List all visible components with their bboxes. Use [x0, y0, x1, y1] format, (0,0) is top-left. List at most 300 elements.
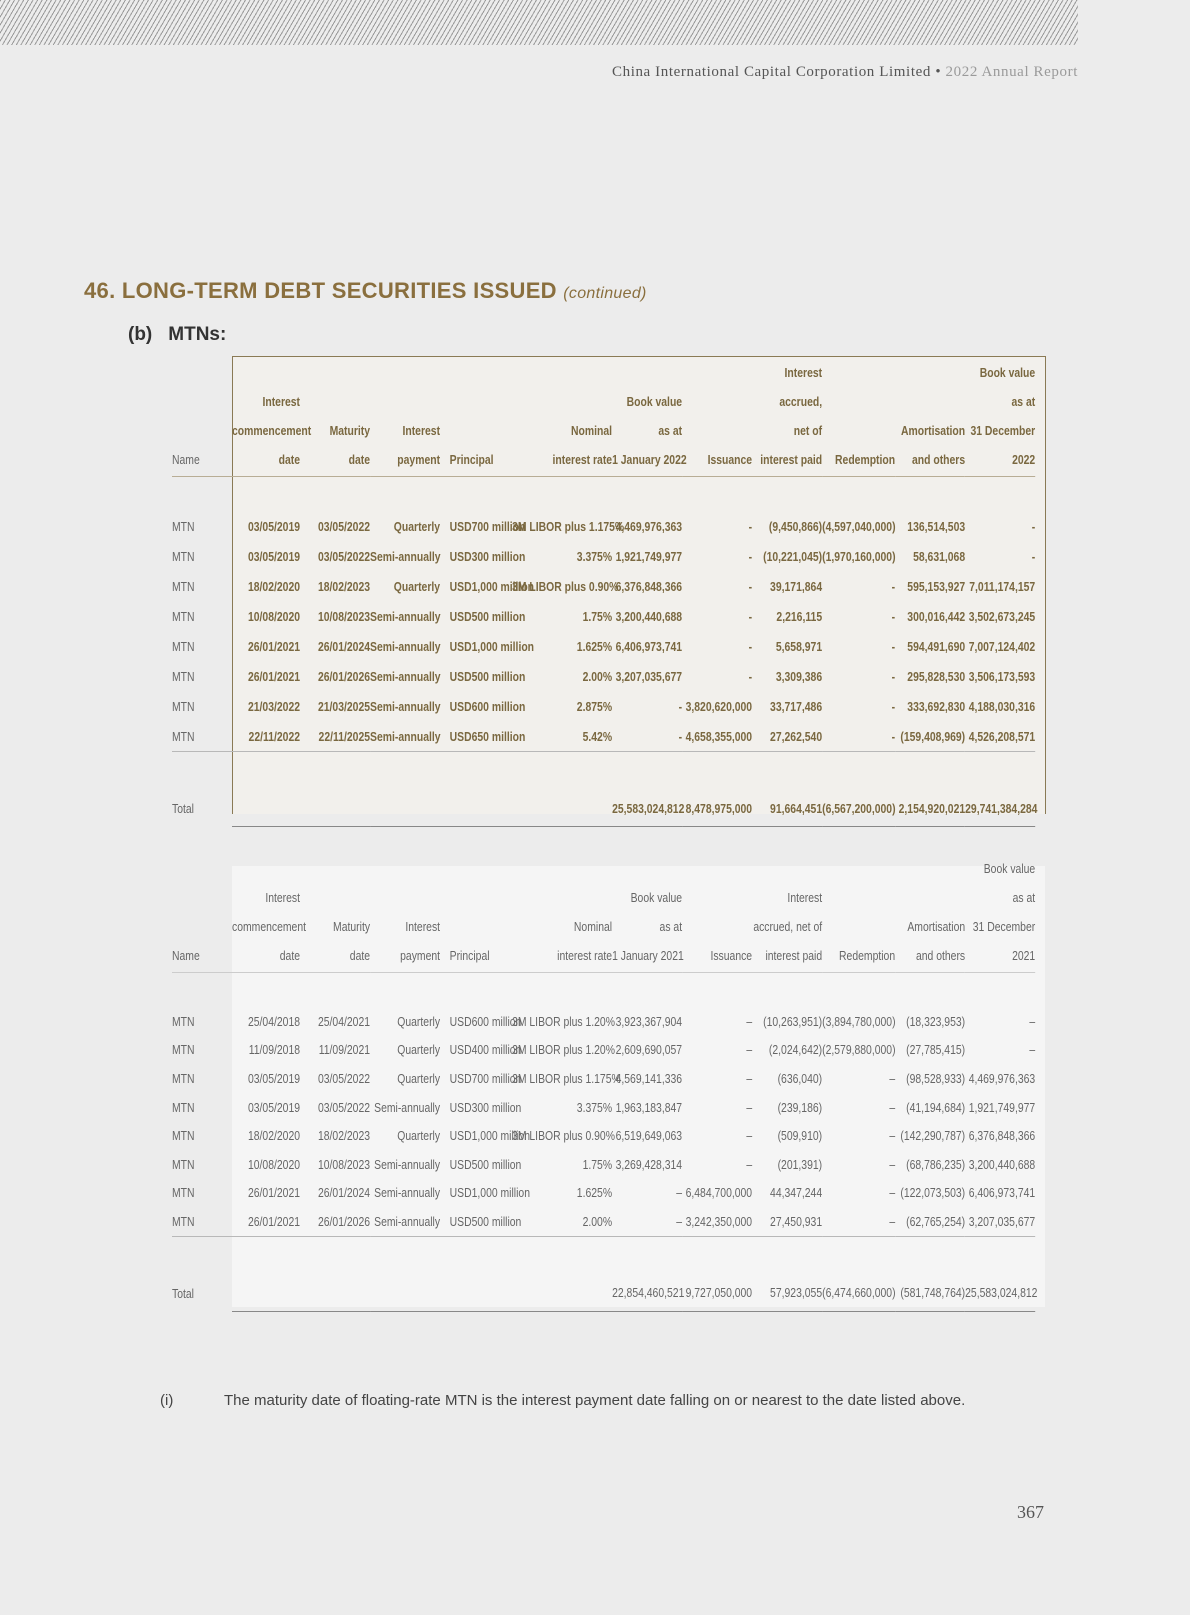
total-closing-book-value: 25,583,024,812 [965, 1275, 1035, 1312]
cell-closing-book-value: 3,207,035,677 [965, 1207, 1035, 1236]
cell-closing-book-value: 4,526,208,571 [965, 721, 1035, 752]
header-line: Nominal [571, 423, 613, 438]
cell-opening-book-value: 6,376,848,366 [615, 578, 683, 594]
spacer-row [172, 1236, 1035, 1275]
spacer-cell [440, 477, 512, 512]
cell-redemption: (2,579,880,000) [822, 1042, 896, 1058]
column-header-nominal-interest-rate [512, 854, 612, 973]
total-opening-book-value: 22,854,460,521 [612, 1275, 682, 1312]
cell-amortisation: (68,786,235) [906, 1156, 966, 1172]
cell-amortisation: (142,290,787) [900, 1128, 966, 1144]
bullet: • [935, 64, 942, 80]
header-line: as at [1011, 394, 1036, 409]
total-maturity-date [300, 790, 370, 827]
cell-interest-accrued: 2,216,115 [776, 608, 823, 624]
cell-name: MTN [172, 1156, 195, 1172]
cell-nominal-interest-rate: 2.875% [576, 698, 613, 714]
spacer-cell [682, 477, 752, 512]
header-line: Interest [787, 890, 823, 905]
cell-nominal-interest-rate: 3.375% [576, 1099, 613, 1115]
spacer-cell [895, 477, 965, 512]
cell-name: MTN [172, 1128, 195, 1144]
total-nominal-interest-rate [512, 790, 612, 827]
cell-commencement-date: 26/01/2021 [247, 1185, 301, 1201]
spacer-cell [965, 477, 1035, 512]
total-interest-payment [370, 790, 440, 827]
cell-issuance: - [748, 638, 753, 654]
cell-amortisation: 300,016,442 [907, 608, 966, 624]
cell-interest-payment: Semi-annually [370, 1207, 440, 1236]
cell-commencement-date: 11/09/2018 [248, 1042, 301, 1058]
total-name: Total [172, 1285, 194, 1301]
cell-issuance: - [748, 668, 753, 684]
spacer-cell [172, 752, 232, 791]
cell-nominal-interest-rate: 3M LIBOR plus 0.90% [512, 578, 619, 594]
cell-interest-payment: Quarterly [393, 578, 441, 594]
cell-name: MTN [172, 518, 195, 534]
column-header-closing-book-value [965, 358, 1035, 477]
header-line: as at [659, 919, 683, 934]
cell-redemption: – [889, 1185, 896, 1201]
cell-principal: USD1,000 million [449, 1185, 530, 1201]
column-header-principal [440, 358, 512, 477]
spacer-cell [895, 973, 965, 1008]
spacer-cell [822, 752, 895, 791]
spacer-cell [440, 1236, 512, 1275]
cell-interest-accrued: (9,450,866) [768, 518, 823, 534]
total-principal [440, 1275, 512, 1312]
cell-maturity-date: 11/09/2021 [318, 1042, 371, 1058]
spacer-cell [682, 752, 752, 791]
column-header-commencement-date [232, 854, 306, 973]
cell-nominal-interest-rate: 3M LIBOR plus 1.20% [512, 1042, 615, 1058]
header-line: interest rate [557, 948, 613, 963]
cell-commencement-date: 25/04/2018 [247, 1013, 301, 1029]
spacer-cell [232, 1236, 300, 1275]
total-maturity-date [300, 1275, 370, 1312]
table-row [172, 601, 1035, 631]
table-row [172, 1036, 1035, 1065]
spacer-cell [822, 1236, 895, 1275]
cell-amortisation: 333,692,830 [907, 698, 966, 714]
header-line: Redemption [835, 452, 896, 467]
cell-principal: USD1,000 million [449, 1128, 530, 1144]
column-header-redemption [822, 854, 895, 973]
cell-redemption: - [891, 698, 896, 714]
cell-nominal-interest-rate: 3.375% [576, 548, 613, 564]
header-line: Book value [630, 890, 683, 905]
cell-closing-book-value: – [1029, 1042, 1036, 1058]
header-line: date [279, 948, 301, 963]
cell-issuance: – [746, 1128, 753, 1144]
cell-amortisation: (159,408,969) [895, 721, 965, 752]
header-line: Book value [979, 365, 1036, 380]
cell-redemption: – [889, 1070, 896, 1086]
spacer-row [172, 477, 1035, 512]
cell-interest-accrued: (10,221,045) [763, 548, 823, 564]
cell-nominal-interest-rate: 2.00% [582, 668, 613, 684]
spacer-cell [370, 1236, 440, 1275]
mtn-table-2022 [172, 358, 1038, 827]
cell-principal: USD500 million [449, 608, 526, 624]
cell-maturity-date: 10/08/2023 [317, 1156, 371, 1172]
header-line: Name [172, 452, 200, 467]
spacer-cell [172, 973, 232, 1008]
spacer-cell [512, 973, 612, 1008]
column-header-principal [440, 854, 512, 973]
table-row [172, 691, 1035, 721]
cell-interest-payment: Quarterly [397, 1070, 441, 1086]
cell-interest-accrued: (201,391) [777, 1156, 823, 1172]
header-line: 1 January 2022 [612, 452, 687, 467]
cell-interest-accrued: (239,186) [777, 1099, 823, 1115]
total-row [172, 790, 1035, 827]
spacer-cell [612, 752, 682, 791]
cell-nominal-interest-rate: 5.42% [512, 721, 612, 752]
column-header-interest-accrued [752, 854, 822, 973]
cell-opening-book-value: 6,406,973,741 [615, 638, 683, 654]
table-row [172, 1150, 1035, 1179]
header-line: date [348, 452, 371, 467]
cell-redemption: - [891, 668, 896, 684]
cell-nominal-interest-rate: 1.625% [576, 1185, 613, 1201]
table-row [172, 511, 1035, 541]
cell-nominal-interest-rate: 1.625% [576, 638, 613, 654]
header-line: payment [400, 948, 441, 963]
cell-redemption: - [891, 638, 896, 654]
cell-opening-book-value: - [678, 698, 683, 714]
header-line: net of [793, 423, 823, 438]
cell-commencement-date: 18/02/2020 [247, 1128, 301, 1144]
cell-interest-payment: Semi-annually [370, 668, 441, 684]
total-closing-book-value: 29,741,384,284 [965, 790, 1035, 827]
cell-principal: USD300 million [449, 548, 526, 564]
subsection-title [128, 324, 242, 346]
spacer-cell [172, 1236, 232, 1275]
header-line: Interest [262, 394, 301, 409]
column-header-interest-payment [370, 854, 440, 973]
cell-maturity-date: 03/05/2022 [317, 1070, 371, 1086]
cell-name: MTN [172, 1207, 232, 1236]
header-line: 31 December [970, 423, 1036, 438]
cell-amortisation: 136,514,503 [907, 518, 966, 534]
table-row [172, 1179, 1035, 1208]
cell-issuance: – [746, 1156, 753, 1172]
spacer-cell [172, 477, 232, 512]
header-line: Redemption [839, 948, 896, 963]
cell-principal: USD500 million [449, 668, 526, 684]
total-amortisation: (581,748,764) [895, 1275, 965, 1312]
spacer-cell [232, 752, 300, 791]
total-row [172, 1275, 1035, 1312]
column-header-amortisation [895, 358, 965, 477]
cell-redemption: - [891, 608, 896, 624]
header-line: Interest [402, 423, 441, 438]
total-commencement-date [232, 790, 300, 827]
spacer-cell [370, 752, 440, 791]
cell-closing-book-value: 4,469,976,363 [968, 1070, 1036, 1086]
footnote-label: (i) [160, 1392, 174, 1409]
cell-issuance: – [746, 1013, 753, 1029]
header-line: Issuance [707, 452, 753, 467]
cell-closing-book-value: 1,921,749,977 [968, 1099, 1036, 1115]
cell-redemption: (3,894,780,000) [822, 1013, 896, 1029]
cell-name: MTN [172, 668, 195, 684]
cell-redemption: (4,597,040,000) [822, 518, 896, 534]
header-line: interest rate [552, 452, 613, 467]
cell-interest-payment: Semi-annually [370, 698, 441, 714]
cell-closing-book-value: 3,200,440,688 [968, 1156, 1036, 1172]
header-line: date [349, 948, 371, 963]
table-row [172, 1064, 1035, 1093]
cell-name: MTN [172, 548, 195, 564]
header-line: as at [1012, 890, 1036, 905]
cell-amortisation: 594,491,690 [907, 638, 966, 654]
cell-maturity-date: 26/01/2026 [300, 1207, 370, 1236]
cell-interest-accrued: 33,717,486 [770, 698, 823, 714]
cell-commencement-date: 26/01/2021 [247, 638, 301, 654]
header-line: as at [658, 423, 683, 438]
spacer-cell [752, 973, 822, 1008]
cell-interest-accrued: 27,450,931 [752, 1207, 822, 1236]
header-line: Maturity [329, 423, 371, 438]
cell-maturity-date: 03/05/2022 [317, 548, 371, 564]
cell-name: MTN [172, 698, 195, 714]
section-heading: LONG-TERM DEBT SECURITIES ISSUED [121, 278, 557, 303]
header-row [172, 358, 1035, 477]
spacer-cell [370, 477, 440, 512]
cell-interest-payment: Semi-annually [374, 1099, 441, 1115]
cell-maturity-date: 21/03/2025 [317, 698, 371, 714]
spacer-cell [232, 477, 300, 512]
header-line: accrued, net of [753, 919, 823, 934]
cell-amortisation: 595,153,927 [907, 578, 966, 594]
cell-principal: USD400 million [449, 1042, 522, 1058]
cell-principal: USD500 million [440, 1207, 512, 1236]
table-row [172, 661, 1035, 691]
cell-redemption: – [889, 1099, 896, 1115]
cell-issuance: - [748, 578, 753, 594]
mtn-table-2021 [172, 854, 1038, 1312]
cell-commencement-date: 18/02/2020 [247, 578, 301, 594]
header-line: Issuance [710, 948, 753, 963]
column-header-name [172, 358, 232, 477]
cell-closing-book-value: 3,502,673,245 [968, 608, 1036, 624]
cell-closing-book-value: 3,506,173,593 [968, 668, 1036, 684]
cell-principal: USD600 million [449, 698, 526, 714]
spacer-cell [612, 973, 682, 1008]
total-name: Total [172, 800, 194, 816]
spacer-cell [965, 973, 1035, 1008]
subsection-heading: MTNs: [168, 324, 227, 345]
total-interest-accrued: 57,923,055 [752, 1275, 822, 1312]
column-header-maturity-date [300, 854, 370, 973]
cell-name: MTN [172, 638, 195, 654]
cell-interest-payment: Semi-annually [374, 1185, 441, 1201]
cell-issuance: - [748, 518, 753, 534]
cell-interest-accrued: 5,658,971 [775, 638, 823, 654]
spacer-cell [682, 1236, 752, 1275]
subsection-label: (b) [128, 324, 153, 345]
header-line: 2021 [1012, 948, 1036, 963]
cell-amortisation: (122,073,503) [900, 1185, 966, 1201]
cell-principal: USD1,000 million [449, 578, 535, 594]
decorative-hatch-band [0, 0, 1078, 45]
section-number: 46. [84, 278, 116, 303]
column-header-maturity-date [300, 358, 370, 477]
spacer-cell [512, 1236, 612, 1275]
spacer-cell [895, 752, 965, 791]
cell-principal: USD650 million [440, 721, 512, 752]
table-row [172, 571, 1035, 601]
total-commencement-date [232, 1275, 300, 1312]
header-line: interest paid [765, 948, 823, 963]
cell-maturity-date: 26/01/2024 [317, 1185, 371, 1201]
running-header [612, 64, 1078, 81]
cell-opening-book-value: 4,569,141,336 [615, 1070, 683, 1086]
spacer-cell [682, 973, 752, 1008]
cell-closing-book-value: – [1029, 1013, 1036, 1029]
cell-maturity-date: 10/08/2023 [317, 608, 371, 624]
cell-maturity-date: 18/02/2023 [317, 578, 371, 594]
column-header-amortisation [895, 854, 965, 973]
cell-amortisation: (27,785,415) [906, 1042, 966, 1058]
header-line: Name [172, 948, 200, 963]
spacer-cell [822, 973, 895, 1008]
cell-opening-book-value: - [612, 721, 682, 752]
cell-closing-book-value: 7,011,174,157 [969, 578, 1036, 594]
table-row [172, 721, 1035, 752]
header-line: accrued, [779, 394, 823, 409]
cell-amortisation: 58,631,068 [913, 548, 966, 564]
cell-principal: USD700 million [449, 518, 526, 534]
cell-interest-payment: Semi-annually [370, 638, 441, 654]
cell-commencement-date: 10/08/2020 [247, 608, 301, 624]
cell-interest-accrued: 3,309,386 [775, 668, 823, 684]
header-line: commencement [232, 423, 312, 438]
cell-interest-payment: Quarterly [397, 1013, 441, 1029]
table-row [172, 1007, 1035, 1036]
spacer-cell [300, 1236, 370, 1275]
cell-issuance: 3,242,350,000 [682, 1207, 752, 1236]
total-opening-book-value: 25,583,024,812 [612, 790, 682, 827]
cell-nominal-interest-rate: 1.75% [582, 608, 613, 624]
cell-commencement-date: 26/01/2021 [232, 1207, 300, 1236]
cell-name: MTN [172, 1042, 195, 1058]
cell-name: MTN [172, 1013, 195, 1029]
cell-maturity-date: 18/02/2023 [317, 1128, 371, 1144]
cell-name: MTN [172, 1070, 195, 1086]
column-header-nominal-interest-rate [512, 358, 612, 477]
cell-opening-book-value: 2,609,690,057 [615, 1042, 683, 1058]
spacer-cell [612, 477, 682, 512]
cell-maturity-date: 03/05/2022 [317, 1099, 371, 1115]
spacer-cell [440, 752, 512, 791]
total-issuance: 8,478,975,000 [682, 790, 752, 827]
column-header-redemption [822, 358, 895, 477]
spacer-cell [965, 752, 1035, 791]
cell-interest-payment: Semi-annually [370, 721, 440, 752]
cell-opening-book-value: 3,207,035,677 [615, 668, 683, 684]
company-name: China International Capital Corporation Limited [611, 64, 931, 80]
cell-maturity-date: 03/05/2022 [317, 518, 371, 534]
spacer-cell [370, 973, 440, 1008]
cell-opening-book-value: 3,923,367,904 [615, 1013, 683, 1029]
cell-issuance: – [746, 1070, 753, 1086]
cell-closing-book-value: 4,188,030,316 [968, 698, 1036, 714]
column-header-name [172, 854, 232, 973]
cell-issuance: - [748, 548, 753, 564]
cell-commencement-date: 21/03/2022 [247, 698, 301, 714]
header-line: Nominal [573, 919, 613, 934]
cell-issuance: 6,484,700,000 [685, 1185, 753, 1201]
cell-amortisation: (41,194,684) [906, 1099, 966, 1115]
table-row [172, 541, 1035, 571]
total-redemption: (6,474,660,000) [822, 1275, 895, 1312]
cell-interest-payment: Quarterly [393, 518, 441, 534]
header-line: Book value [983, 861, 1036, 876]
report-name: 2022 Annual Report [945, 64, 1078, 80]
header-line: and others [911, 452, 966, 467]
cell-opening-book-value: 1,963,183,847 [615, 1099, 683, 1115]
cell-commencement-date: 03/05/2019 [247, 1099, 301, 1115]
header-line: 1 January 2021 [612, 948, 684, 963]
spacer-cell [300, 752, 370, 791]
total-interest-payment [370, 1275, 440, 1312]
cell-opening-book-value: 3,200,440,688 [615, 608, 683, 624]
header-line: Interest [265, 890, 301, 905]
total-amortisation: 2,154,920,021 [895, 790, 965, 827]
cell-nominal-interest-rate: 3M LIBOR plus 1.20% [512, 1013, 615, 1029]
header-line: interest paid [760, 452, 823, 467]
header-line: Principal [449, 452, 494, 467]
table-row [172, 1121, 1035, 1150]
continued-label: (continued) [563, 285, 647, 302]
cell-commencement-date: 03/05/2019 [247, 518, 301, 534]
cell-name: MTN [172, 608, 195, 624]
cell-issuance: - [748, 608, 753, 624]
cell-redemption: - [891, 578, 896, 594]
total-nominal-interest-rate [512, 1275, 612, 1312]
column-header-interest-accrued [752, 358, 822, 477]
cell-opening-book-value: 3,269,428,314 [615, 1156, 683, 1172]
cell-commencement-date: 03/05/2019 [247, 548, 301, 564]
cell-nominal-interest-rate: 3M LIBOR plus 0.90% [512, 1128, 615, 1144]
header-line: Interest [784, 365, 823, 380]
section-title [84, 278, 647, 304]
cell-issuance: – [746, 1099, 753, 1115]
cell-name: MTN [172, 1185, 195, 1201]
spacer-cell [752, 1236, 822, 1275]
table-row [172, 631, 1035, 661]
cell-interest-payment: Semi-annually [374, 1156, 441, 1172]
cell-maturity-date: 26/01/2026 [317, 668, 371, 684]
column-header-interest-payment [370, 358, 440, 477]
cell-interest-accrued: (10,263,951) [763, 1013, 823, 1029]
cell-maturity-date: 25/04/2021 [317, 1013, 371, 1029]
spacer-cell [612, 1236, 682, 1275]
cell-redemption: – [889, 1156, 896, 1172]
header-line: payment [397, 452, 441, 467]
cell-nominal-interest-rate: 1.75% [582, 1156, 613, 1172]
spacer-cell [895, 1236, 965, 1275]
total-redemption: (6,567,200,000) [822, 790, 895, 827]
cell-issuance: – [746, 1042, 753, 1058]
column-header-opening-book-value [612, 358, 687, 477]
header-line: 2022 [1012, 452, 1036, 467]
header-line: commencement [232, 919, 306, 934]
header-row [172, 854, 1035, 973]
